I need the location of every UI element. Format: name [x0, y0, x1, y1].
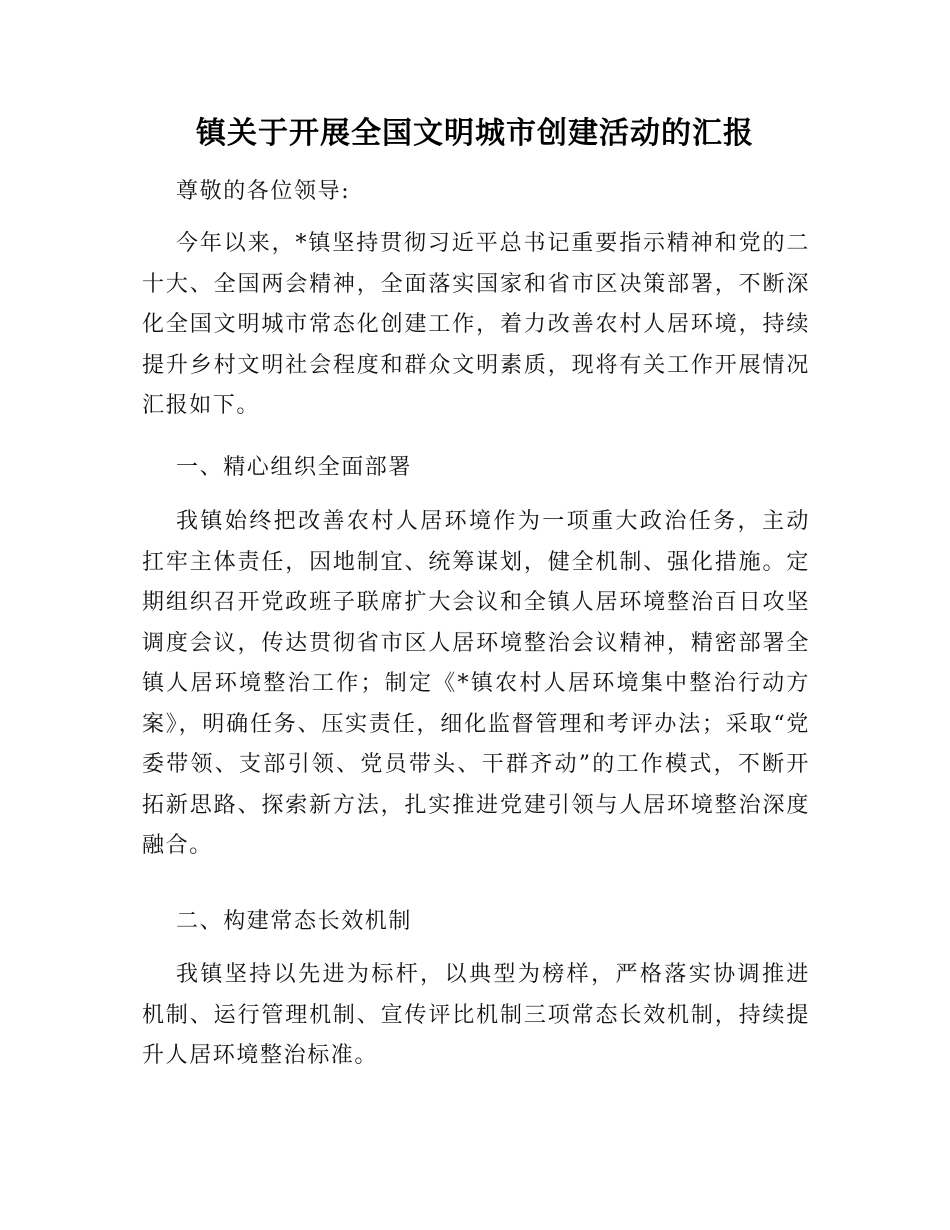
- paragraph-section-2: 我镇坚持以先进为标杆，以典型为榜样，严格落实协调推进机制、运行管理机制、宣传评比机制三项常态长效机制，持续提升人居环境整治标准。: [142, 962, 810, 1068]
- document-title: 镇关于开展全国文明城市创建活动的汇报: [196, 116, 754, 151]
- section-heading-2: 二、构建常态长效机制: [176, 909, 413, 934]
- section-heading-1: 一、精心组织全面部署: [176, 455, 413, 480]
- paragraph-section-1: 我镇始终把改善农村人居环境作为一项重大政治任务，主动扛牢主体责任，因地制宜、统筹谋划，健全机制、强化措施。定期组织召开党政班子联席扩大会议和全镇人居环境整治百日攻坚调度会议，传达贯彻省市区人居环境整治会议精神，精密部署全镇人居环境整治工作；制定《*镇农村人居环境集中整治行动方案》，明确任务、压实责任，细化监督管理和考评办法；采取“党委带领、支部引领、党员带头、干群齐动”的工作模式，不断开拓新思路、探索新方法，扎实推进党建引领与人居环境整治深度融合。: [142, 509, 810, 858]
- salutation: 尊敬的各位领导:: [176, 179, 351, 204]
- paragraph-intro: 今年以来，*镇坚持贯彻习近平总书记重要指示精神和党的二十大、全国两会精神，全面落实国家和省市区决策部署，不断深化全国文明城市常态化创建工作，着力改善农村人居环境，持续提升乡村文明社会程度和群众文明素质，现将有关工作开展情况汇报如下。: [142, 231, 810, 418]
